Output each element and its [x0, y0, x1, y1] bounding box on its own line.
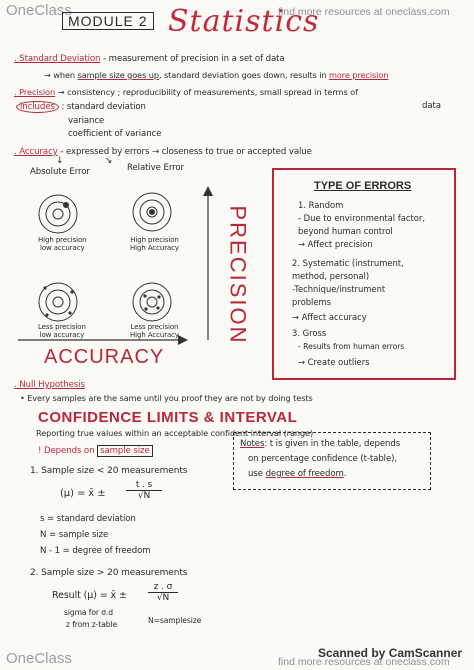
errors-line-1: - Due to environmental factor,	[298, 213, 425, 223]
sigma-note-2: z from z-table	[66, 620, 118, 629]
errors-line-0: 1. Random	[298, 200, 344, 210]
confidence-depends: ! Depends on sample size	[38, 446, 153, 456]
errors-line-8: → Affect accuracy	[292, 312, 367, 322]
errors-line-3: → Affect precision	[298, 239, 373, 249]
accuracy-axis-label: ACCURACY	[44, 346, 165, 368]
std-dev-definition: - measurement of precision in a set of data	[103, 54, 285, 64]
includes-item-2: coefficient of variance	[68, 129, 162, 139]
def-N: N = sample size	[40, 530, 109, 540]
formula1-fraction	[126, 480, 162, 501]
page-title: Statistics	[168, 4, 320, 39]
absolute-error: Absolute Error	[30, 167, 90, 177]
confidence-heading: CONFIDENCE LIMITS & INTERVAL	[38, 409, 298, 426]
target-3	[39, 283, 77, 321]
accuracy-branch-arrows: ↓ ↘	[56, 156, 113, 166]
precision-includes	[16, 102, 146, 112]
formula1	[60, 488, 105, 499]
std-dev-term: . Standard Deviation	[14, 54, 101, 64]
depends-sample-size: sample size	[97, 445, 153, 457]
errors-line-5: method, personal)	[292, 271, 370, 281]
includes-label: includes	[16, 101, 59, 113]
precision-term: . Precision	[14, 87, 56, 97]
oneclass-logo-bottom: OneClass	[6, 650, 72, 667]
std-dev-note-emph2: more precision	[328, 70, 389, 80]
errors-line-6: -Technique/instrument	[292, 284, 386, 294]
null-hypothesis-term: . Null Hypothesis	[14, 380, 85, 390]
precision-axis-arrowhead	[203, 186, 213, 196]
errors-line-10: - Results from human errors	[298, 342, 405, 351]
target-1-label: High precision low accuracy	[38, 236, 87, 252]
formula1-lhs: (μ) = x̄ ±	[60, 488, 106, 499]
target-4-label: Less precision High Accuracy	[130, 323, 179, 339]
target-3-label: Less precision low accuracy	[38, 323, 86, 339]
N-note: N=samplesize	[148, 616, 202, 625]
oneclass-logo-top: OneClass	[6, 2, 72, 19]
notes-emph: degree of freedom	[265, 469, 344, 479]
includes-item-0: : standard deviation	[61, 102, 146, 112]
notes-line-2: on percentage confidence (t-table),	[248, 454, 398, 464]
case1-label: 1. Sample size < 20 measurements	[30, 466, 188, 476]
notes-line-1: Notes: t is given in the table, depends	[240, 439, 401, 449]
errors-line-9: 3. Gross	[292, 328, 327, 338]
includes-item-1: variance	[68, 116, 105, 126]
target-2	[133, 193, 171, 231]
def-N1: N - 1 = degree of freedom	[40, 546, 151, 556]
relative-error: Relative Error	[127, 163, 184, 173]
formula2	[52, 590, 127, 601]
std-dev-note-arrow: →	[44, 70, 51, 80]
std-dev-block	[14, 54, 285, 64]
confidence-intro: Reporting true values within an acceptable confident interval (range)	[36, 428, 314, 438]
target-4	[133, 283, 171, 321]
formula2-lhs: Result (μ) = x̄ ±	[52, 590, 127, 601]
scanned-by-label: Scanned by CamScanner	[318, 646, 463, 660]
accuracy-definition: - expressed by errors → closeness to true or accepted value	[60, 147, 312, 157]
std-dev-note-emph: sample size goes up	[77, 70, 159, 80]
precision-axis-label: PRECISION	[225, 205, 251, 345]
header-tagline: find more resources at oneclass.com	[278, 6, 450, 18]
accuracy-term: . Accuracy	[14, 147, 58, 157]
notes-label: Notes	[240, 439, 265, 449]
accuracy-axis-arrowhead	[178, 335, 188, 345]
sigma-note-1: sigma for σ.d	[64, 608, 113, 617]
errors-line-2: beyond human control	[298, 226, 393, 236]
precision-definition: → consistency ; reproducibility of measurements, small spread in terms of	[57, 87, 358, 97]
def-s: s = standard deviation	[40, 514, 136, 524]
formula2-numerator: z . σ	[148, 582, 178, 593]
precision-definition-tail: data	[422, 101, 441, 111]
formula1-denominator: √N	[137, 491, 151, 501]
errors-line-4: 2. Systematic (instrument,	[292, 258, 404, 268]
notes-line-3: use degree of freedom.	[248, 469, 347, 479]
notes-box	[233, 432, 431, 490]
std-dev-note: → when sample size goes up, standard deviation goes down, results in more precision	[44, 70, 389, 80]
formula1-numerator: t . s	[126, 480, 162, 491]
module-label: MODULE 2	[62, 12, 154, 30]
errors-title: TYPE OF ERRORS	[314, 180, 412, 192]
case2-label: 2. Sample size > 20 measurements	[30, 568, 188, 578]
errors-line-7: problems	[292, 297, 332, 307]
null-hypothesis-definition: • Every samples are the same until you proof they are not by doing tests	[20, 393, 313, 403]
errors-line-11: → Create outliers	[298, 357, 370, 367]
footer-tagline: find more resources at oneclass.com	[278, 656, 450, 668]
type-of-errors-box	[272, 168, 456, 380]
formula2-fraction	[148, 582, 178, 603]
formula2-denominator: √N	[156, 593, 170, 603]
precision-block	[14, 87, 358, 97]
target-2-label: High precision High Accuracy	[130, 236, 179, 252]
target-1	[39, 195, 77, 233]
